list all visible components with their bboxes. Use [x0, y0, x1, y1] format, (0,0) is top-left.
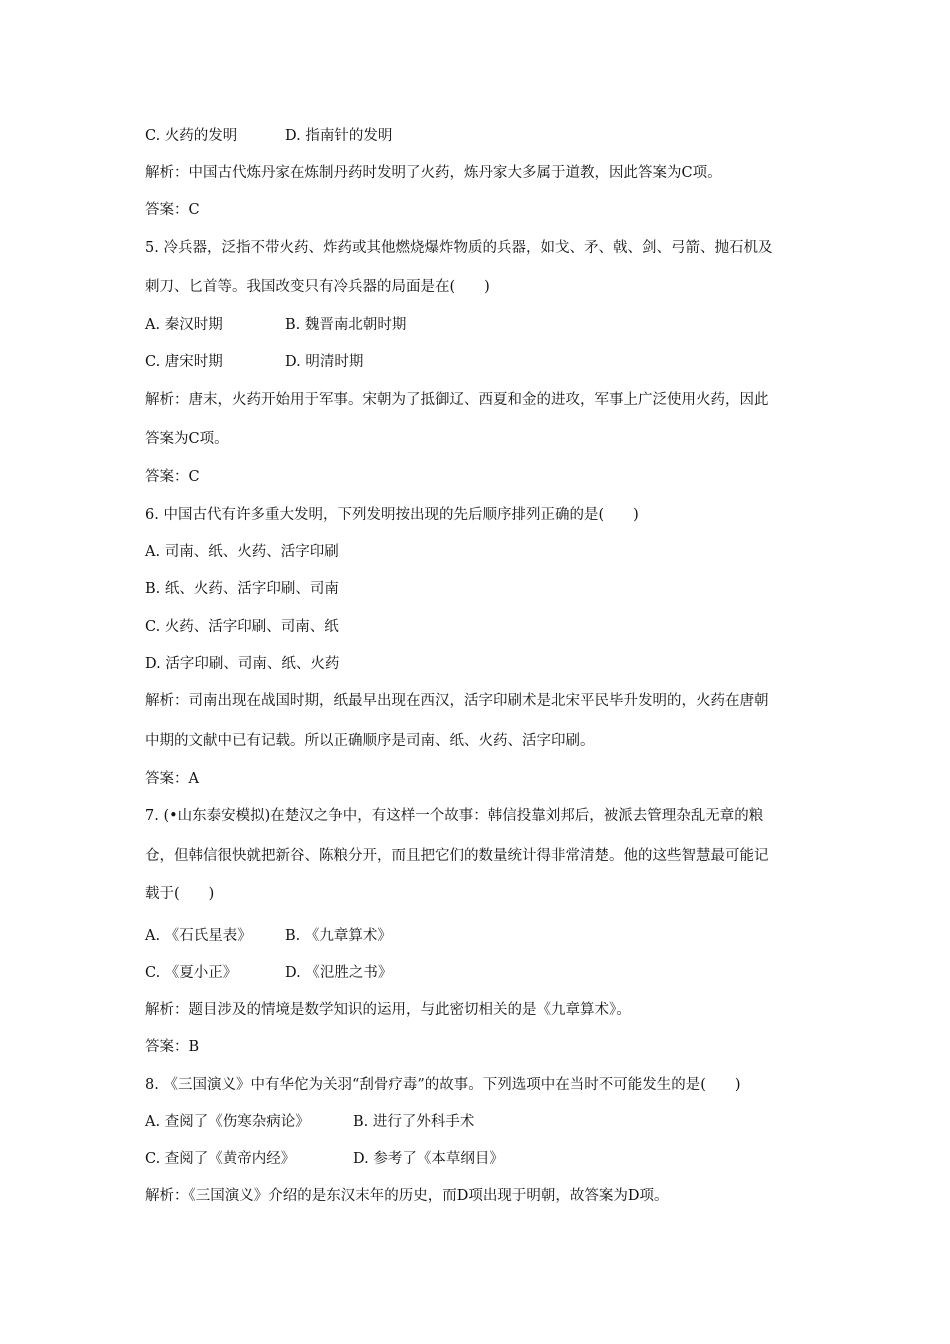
q8-analysis: 解析：《三国演义》介绍的是东汉末年的历史，而D项出现于明朝，故答案为D项。	[145, 1188, 669, 1204]
q8-options-row-2	[145, 1149, 504, 1169]
q6-option-c: C. 火药、活字印刷、司南、纸	[145, 619, 339, 635]
q5-option-d: D. 明清时期	[285, 354, 364, 370]
q7-stem-line-1: 7. (•山东泰安模拟)在楚汉之争中，有这样一个故事：韩信投靠刘邦后，被派去管理杂乱无章的粮	[145, 808, 764, 824]
q5-option-c: C. 唐宋时期	[145, 354, 223, 370]
q4-answer: 答案：C	[145, 202, 200, 218]
q6-stem: 6. 中国古代有许多重大发明，下列发明按出现的先后顺序排列正确的是( )	[145, 507, 639, 523]
q8-option-d: D. 参考了《本草纲目》	[353, 1151, 504, 1167]
q5-stem-line-1: 5. 冷兵器，泛指不带火药、炸药或其他燃烧爆炸物质的兵器，如戈、矛、戟、剑、弓箭、抛石机及	[145, 240, 773, 256]
q6-option-a: A. 司南、纸、火药、活字印刷	[145, 544, 339, 560]
q5-option-a: A. 秦汉时期	[145, 317, 223, 333]
q6-answer: 答案：A	[145, 771, 199, 787]
q6-analysis-line-2: 中期的文献中已有记载。所以正确顺序是司南、纸、火药、活字印刷。	[145, 733, 595, 749]
q4-options-row	[145, 126, 393, 146]
q7-analysis: 解析：题目涉及的情境是数学知识的运用，与此密切相关的是《九章算术》。	[145, 1002, 631, 1018]
q7-option-a: A. 《石氏星表》	[145, 928, 252, 944]
q7-stem-line-2: 仓，但韩信很快就把新谷、陈粮分开，而且把它们的数量统计得非常清楚。他的这些智慧最可能记	[145, 848, 769, 864]
q7-options-row-2	[145, 963, 393, 983]
q5-options-row-1	[145, 315, 407, 335]
q5-analysis-line-1: 解析：唐末，火药开始用于军事。宋朝为了抵御辽、西夏和金的进攻，军事上广泛使用火药，因此	[145, 392, 769, 408]
q7-option-c: C. 《夏小正》	[145, 965, 238, 981]
q5-answer: 答案：C	[145, 469, 200, 485]
q5-stem-line-2: 刺刀、匕首等。我国改变只有冷兵器的局面是在( )	[145, 279, 490, 295]
q4-option-c: C. 火药的发明	[145, 128, 238, 144]
q7-stem-line-3: 载于( )	[145, 886, 215, 902]
q5-analysis-line-2: 答案为C项。	[145, 431, 229, 447]
q7-option-b: B. 《九章算术》	[285, 928, 392, 944]
q7-option-d: D. 《氾胜之书》	[285, 965, 393, 981]
q6-analysis-line-1: 解析：司南出现在战国时期，纸最早出现在西汉，活字印刷术是北宋平民毕升发明的，火药在唐朝	[145, 693, 769, 709]
q7-options-row-1	[145, 926, 392, 946]
q8-stem: 8. 《三国演义》中有华佗为关羽“刮骨疗毒”的故事。下列选项中在当时不可能发生的是( )	[145, 1077, 741, 1093]
q8-option-b: B. 进行了外科手术	[353, 1114, 475, 1130]
q4-analysis: 解析：中国古代炼丹家在炼制丹药时发明了火药，炼丹家大多属于道教，因此答案为C项。	[145, 165, 722, 181]
q4-option-d: D. 指南针的发明	[285, 128, 393, 144]
q5-option-b: B. 魏晋南北朝时期	[285, 317, 407, 333]
q5-options-row-2	[145, 352, 364, 372]
q6-option-d: D. 活字印刷、司南、纸、火药	[145, 656, 340, 672]
q8-options-row-1	[145, 1112, 475, 1132]
q8-option-a: A. 查阅了《伤寒杂病论》	[145, 1114, 310, 1130]
q6-option-b: B. 纸、火药、活字印刷、司南	[145, 581, 339, 597]
q8-option-c: C. 查阅了《黄帝内经》	[145, 1151, 296, 1167]
q7-answer: 答案：B	[145, 1039, 200, 1055]
